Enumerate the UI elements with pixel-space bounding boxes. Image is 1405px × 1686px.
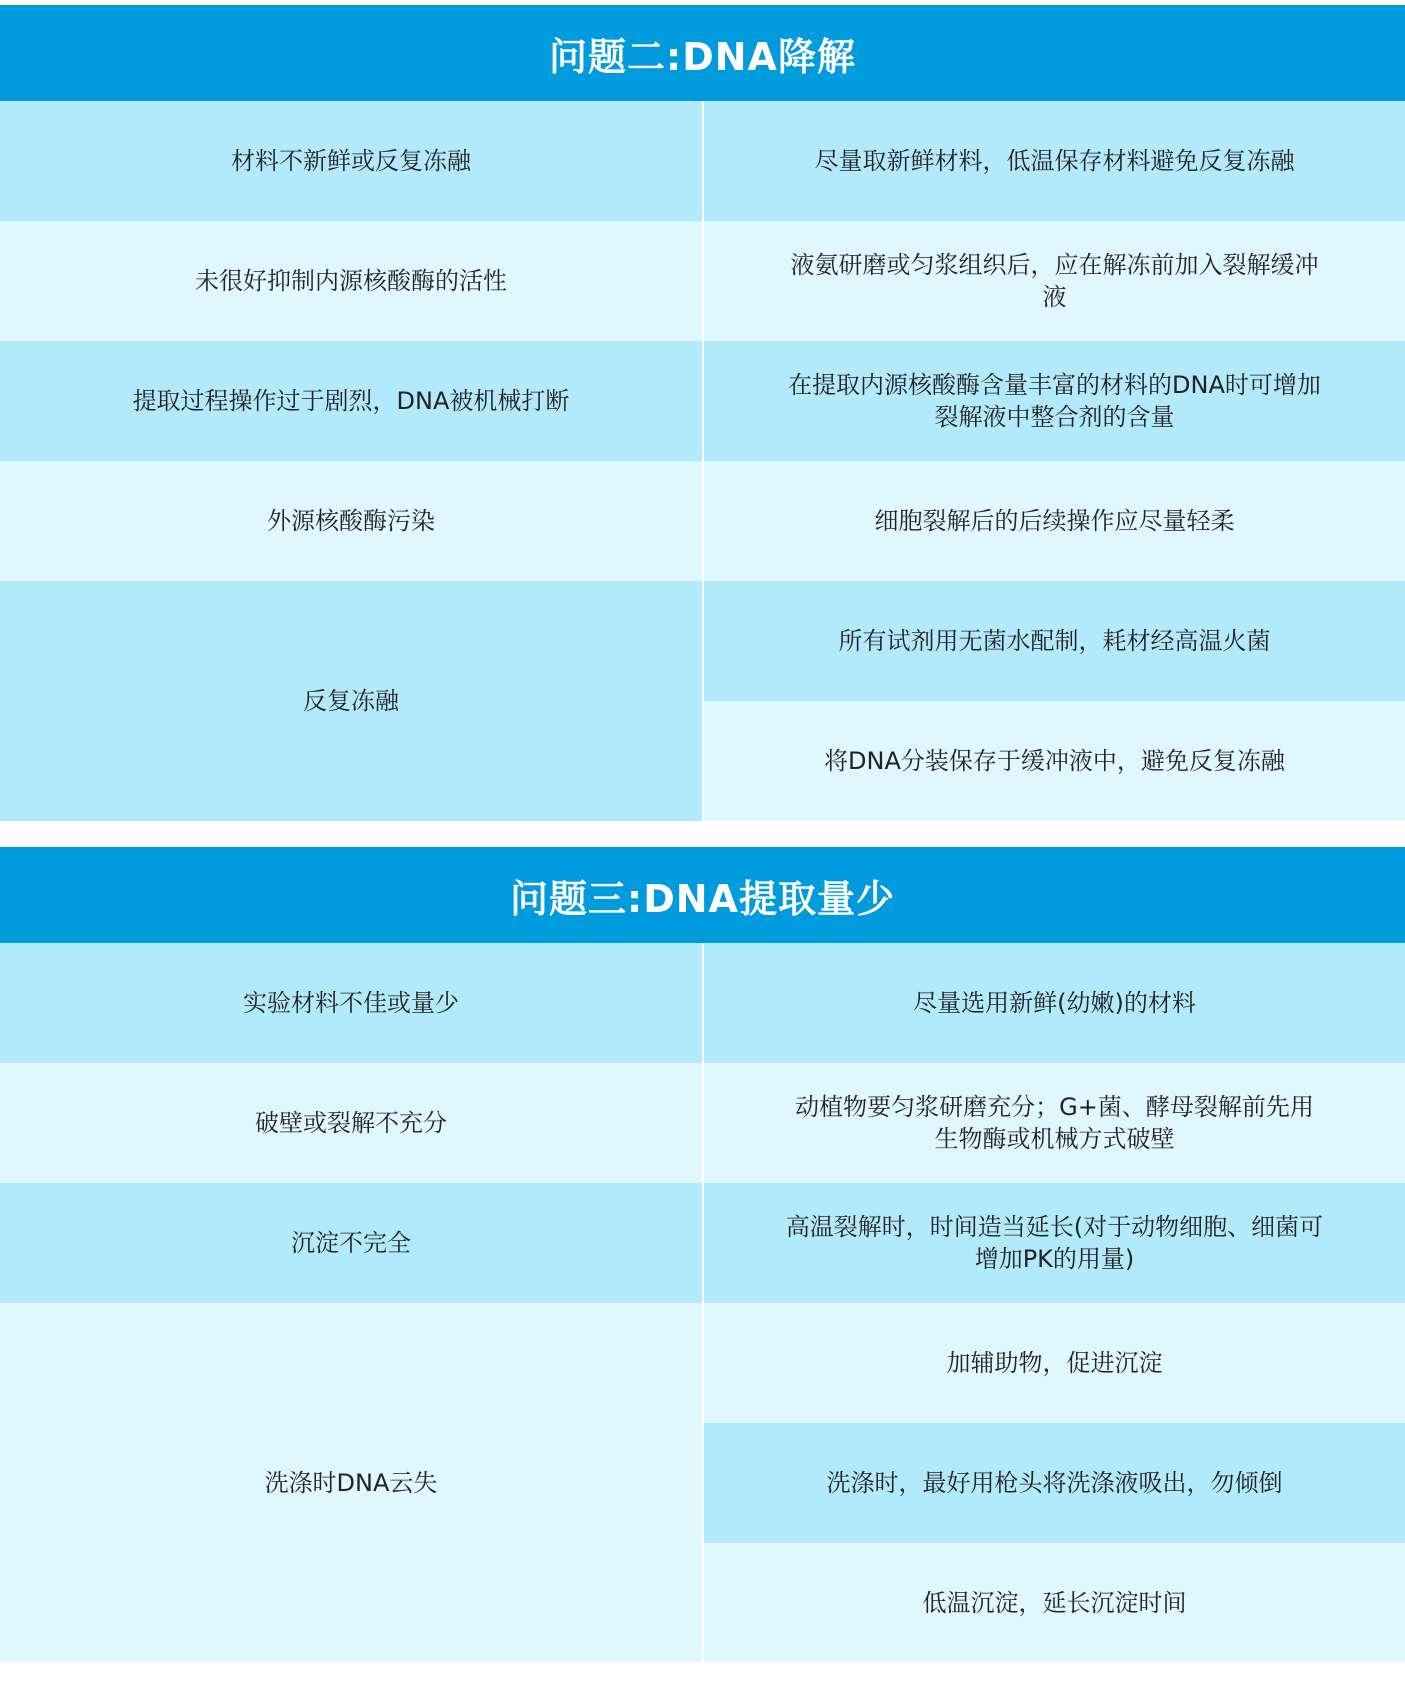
cause-cell: 提取过程操作过于剧烈，DNA被机械打断 [0,341,702,461]
solution-cell: 动植物要匀浆研磨充分；G+菌、酵母裂解前先用生物酶或机械方式破壁 [704,1063,1405,1183]
section-low-dna-yield [0,847,1405,1662]
solution-cell: 所有试剂用无菌水配制，耗材经高温火菌 [704,581,1405,701]
cause-cell: 实验材料不佳或量少 [0,943,702,1063]
section-dna-degradation [0,5,1405,821]
cause-cell: 反复冻融 [0,581,702,821]
solution-stack [704,581,1405,821]
solution-cell: 尽量选用新鲜(幼嫩)的材料 [704,943,1405,1063]
solution-cell: 液氨研磨或匀浆组织后，应在解冻前加入裂解缓冲液 [704,221,1405,341]
problem-table [0,943,1405,1662]
solution-stack [704,1303,1405,1662]
solution-cell: 将DNA分装保存于缓冲液中，避免反复冻融 [704,701,1405,821]
solution-cell: 尽量取新鲜材料，低温保存材料避免反复冻融 [704,101,1405,221]
cause-cell: 未很好抑制内源核酸酶的活性 [0,221,702,341]
problem-table [0,101,1405,821]
section-title: 问题二:DNA降解 [0,5,1405,101]
solution-cell: 加辅助物，促进沉淀 [704,1303,1405,1423]
cause-cell: 洗涤时DNA云失 [0,1303,702,1662]
solution-cell: 在提取内源核酸酶含量丰富的材料的DNA时可增加裂解液中整合剂的含量 [704,341,1405,461]
solution-cell: 细胞裂解后的后续操作应尽量轻柔 [704,461,1405,581]
solution-cell: 低温沉淀，延长沉淀时间 [704,1543,1405,1662]
section-title: 问题三:DNA提取量少 [0,847,1405,943]
solution-cell: 洗涤时，最好用枪头将洗涤液吸出，勿倾倒 [704,1423,1405,1543]
cause-cell: 外源核酸酶污染 [0,461,702,581]
cause-cell: 沉淀不完全 [0,1183,702,1303]
solution-cell: 高温裂解时，时间造当延长(对于动物细胞、细菌可增加PK的用量) [704,1183,1405,1303]
cause-cell: 材料不新鲜或反复冻融 [0,101,702,221]
cause-cell: 破壁或裂解不充分 [0,1063,702,1183]
